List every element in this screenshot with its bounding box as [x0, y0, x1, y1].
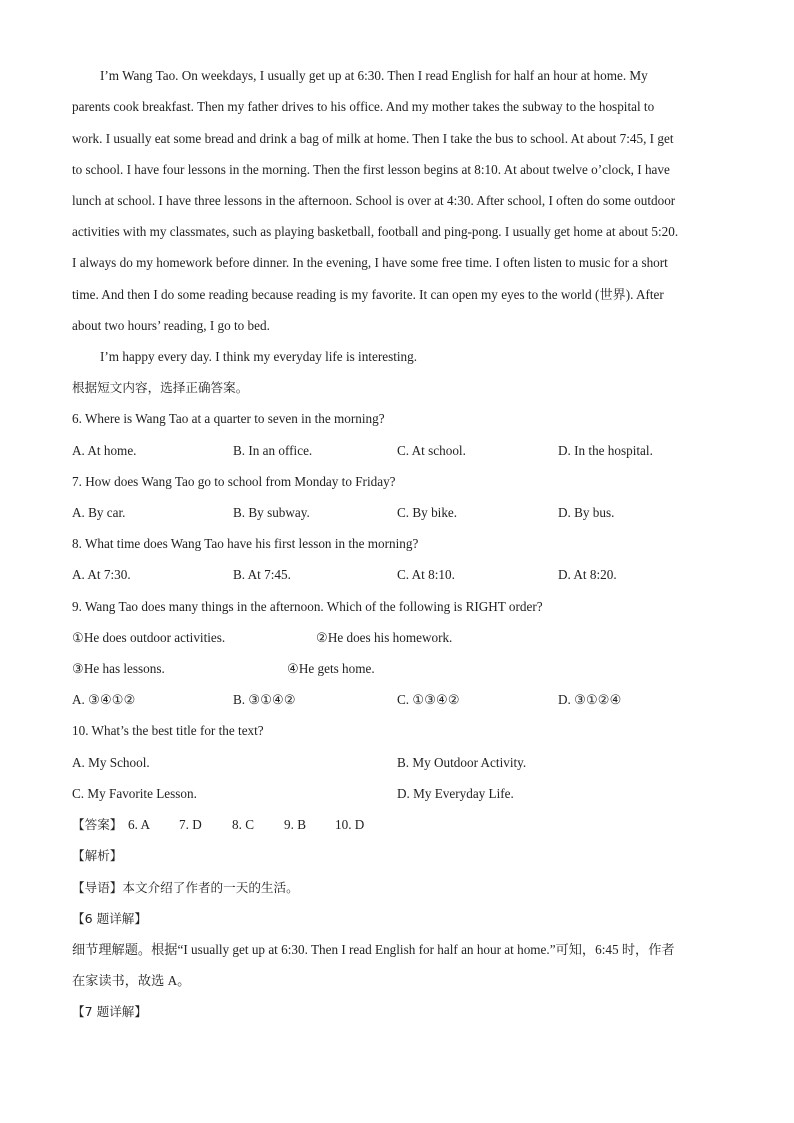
option-a: A. ③④①② — [72, 692, 136, 707]
answer-item: 9. B — [284, 817, 306, 832]
analysis-heading: 【解析】 — [72, 848, 123, 863]
passage-line: to school. I have four lessons in the morning. Then the first lesson begins at 8:10. At about twelve o’clock, I have — [72, 162, 670, 177]
q6-heading: 【6 题详解】 — [72, 911, 147, 926]
answer-tag: 【答案】 — [72, 817, 123, 832]
guide-text: 【导语】本文介绍了作者的一天的生活。 — [72, 880, 299, 895]
passage-line: time. And then I do some reading because reading is my favorite. It can open my eyes to the world (世界). After — [72, 287, 664, 302]
order-item: ④He gets home. — [287, 661, 375, 676]
option-a: A. By car. — [72, 505, 126, 520]
question-stem: 9. Wang Tao does many things in the afternoon. Which of the following is RIGHT order? — [72, 599, 543, 614]
option-b: B. By subway. — [233, 505, 310, 520]
question-stem: 8. What time does Wang Tao have his first lesson in the morning? — [72, 536, 419, 551]
option-d: D. By bus. — [558, 505, 615, 520]
question-stem: 7. How does Wang Tao go to school from Monday to Friday? — [72, 474, 396, 489]
option-a: A. My School. — [72, 755, 150, 770]
answer-item: 6. A — [128, 817, 150, 832]
option-b: B. At 7:45. — [233, 567, 291, 582]
option-d: D. ③①②④ — [558, 692, 622, 707]
passage-line: activities with my classmates, such as playing basketball, football and ping-pong. I usually get home at about 5:20. — [72, 224, 679, 239]
passage-line: about two hours’ reading, I go to bed. — [72, 318, 270, 333]
answer-item: 10. D — [335, 817, 365, 832]
question-stem: 6. Where is Wang Tao at a quarter to seven in the morning? — [72, 411, 385, 426]
option-d: D. My Everyday Life. — [397, 786, 514, 801]
option-c: C. At school. — [397, 443, 466, 458]
option-b: B. My Outdoor Activity. — [397, 755, 527, 770]
instruction: 根据短文内容，选择正确答案。 — [72, 380, 249, 395]
option-c: C. At 8:10. — [397, 567, 455, 582]
option-c: C. My Favorite Lesson. — [72, 786, 197, 801]
option-a: A. At home. — [72, 443, 137, 458]
order-item: ②He does his homework. — [316, 630, 453, 645]
option-b: B. ③①④② — [233, 692, 296, 707]
passage-line: lunch at school. I have three lessons in the afternoon. School is over at 4:30. After school, I often do some outdoor — [72, 193, 676, 208]
answer-item: 7. D — [179, 817, 202, 832]
passage-closing: I’m happy every day. I think my everyday life is interesting. — [100, 349, 418, 364]
answer-item: 8. C — [232, 817, 254, 832]
option-c: C. By bike. — [397, 505, 458, 520]
passage-line: I’m Wang Tao. On weekdays, I usually get up at 6:30. Then I read English for half an hour at home. My — [100, 68, 648, 83]
passage-line: I always do my homework before dinner. In the evening, I have some free time. I often listen to music for a short — [72, 255, 668, 270]
option-d: D. At 8:20. — [558, 567, 617, 582]
q6-explanation: 在家读书，故选 A。 — [72, 973, 191, 988]
option-b: B. In an office. — [233, 443, 313, 458]
question-stem: 10. What’s the best title for the text? — [72, 723, 264, 738]
option-c: C. ①③④② — [397, 692, 460, 707]
order-item: ③He has lessons. — [72, 661, 165, 676]
q6-explanation: 细节理解题。根据“I usually get up at 6:30. Then I read English for half an hour at home.”可知，6:45 时，作者 — [72, 942, 675, 957]
passage-line: parents cook breakfast. Then my father drives to his office. And my mother takes the subway to the hospital to — [72, 99, 655, 114]
passage-line: work. I usually eat some bread and drink a bag of milk at home. Then I take the bus to school. At about 7:45, I get — [72, 131, 674, 146]
q7-heading: 【7 题详解】 — [72, 1004, 147, 1019]
order-item: ①He does outdoor activities. — [72, 630, 226, 645]
answer-line — [72, 816, 122, 834]
option-a: A. At 7:30. — [72, 567, 131, 582]
option-d: D. In the hospital. — [558, 443, 653, 458]
